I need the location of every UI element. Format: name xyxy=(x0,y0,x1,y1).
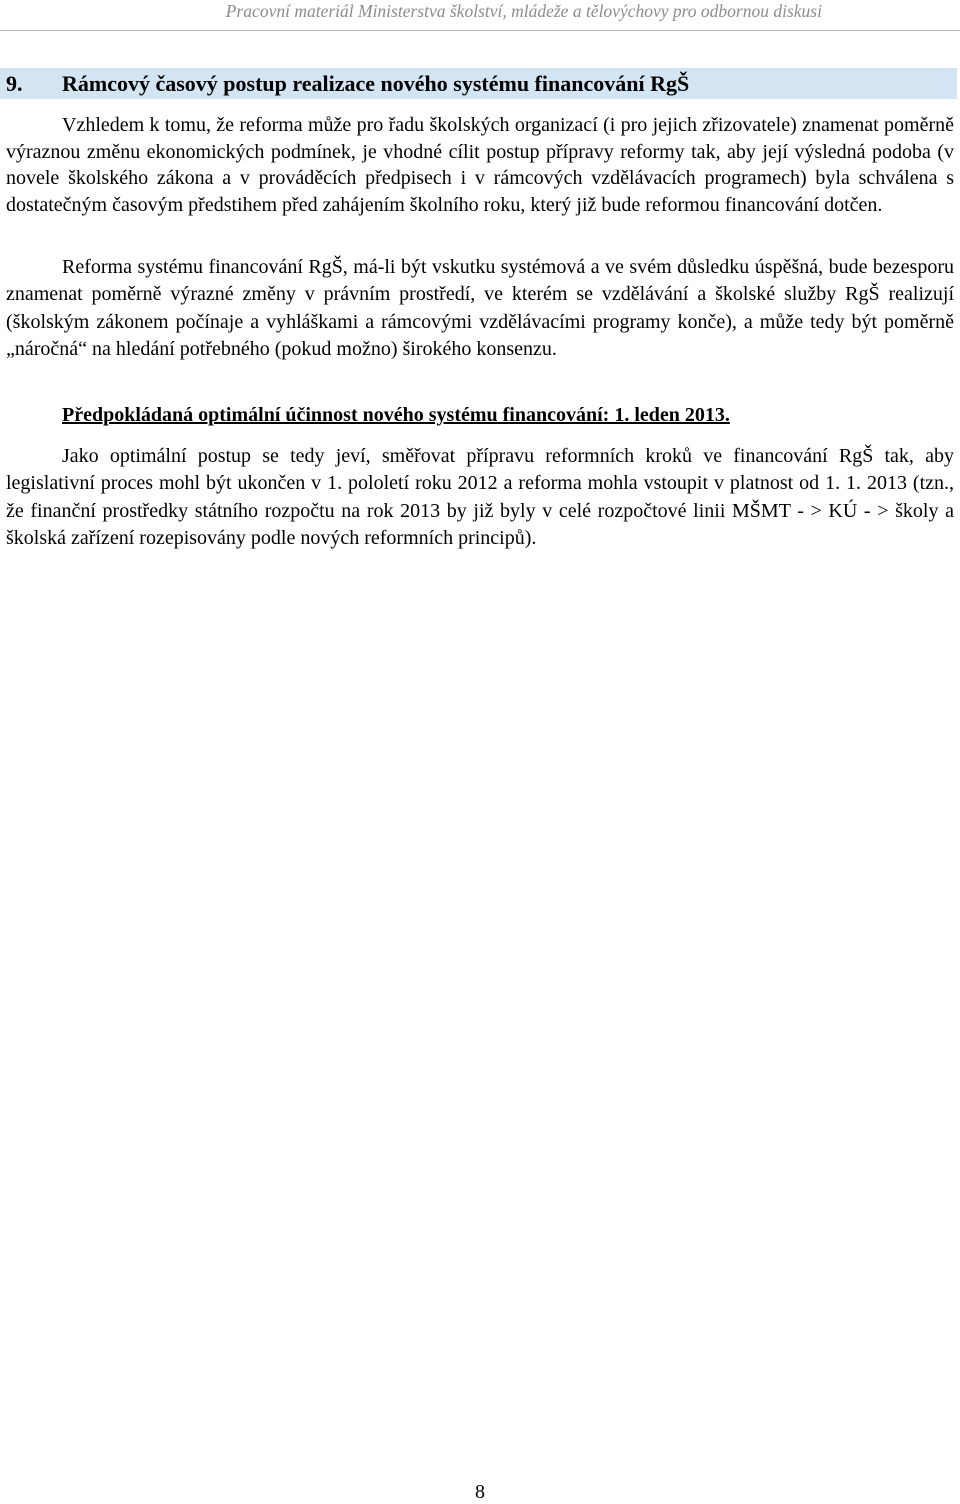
running-header-text: Pracovní materiál Ministerstva školství, mládeže a tělovýchovy pro odbornou diskusi xyxy=(225,1,822,21)
section-number: 9. xyxy=(6,71,23,96)
paragraph-3: Jako optimální postup se tedy jeví, směřovat přípravu reformních kroků ve financování RgŠ tak, aby legislativní proces mohl být ukončen v 1. pololetí roku 2012 a reforma mohla vstoupit v platnost od 1. 1. 2013 (tzn., že finanční prostředky státního rozpočtu na rok 2013 by již byly v celé rozpočtové linii MŠMT - > KÚ - > školy a školská zařízení rozepisovány podle nových reformních principů). xyxy=(6,445,954,550)
paragraph-2: Reforma systému financování RgŠ, má-li být vskutku systémová a ve svém důsledku úspěšná, bude bezesporu znamenat poměrně výrazné změny v právním prostředí, ve kterém se vzdělávání a školské služby RgŠ realizují (školským zákonem počínaje a vyhláškami a rámcovými vzdělávacími programy konče), a může tedy být poměrně „náročná“ na hledání potřebného (pokud možno) širokého konsenzu. xyxy=(6,256,954,361)
effective-date-highlight: Předpokládaná optimální účinnost nového systému financování: 1. leden 2013. xyxy=(62,404,730,426)
section-heading xyxy=(0,68,957,99)
section-title: Rámcový časový postup realizace nového systému financování RgŠ xyxy=(62,71,690,96)
paragraph-1: Vzhledem k tomu, že reforma může pro řadu školských organizací (i pro jejich zřizovatele) znamenat poměrně výraznou změnu ekonomických podmínek, je vhodné cílit postup přípravy reformy tak, aby její výsledná podoba (v novele školského zákona a v prováděcích předpisech i v rámcových vzdělávacích programech) byla schválena s dostatečným časovým předstihem před zahájením školního roku, který již bude reformou financování dotčen. xyxy=(6,114,954,216)
running-header xyxy=(0,0,960,31)
page-number: 8 xyxy=(475,1481,485,1503)
